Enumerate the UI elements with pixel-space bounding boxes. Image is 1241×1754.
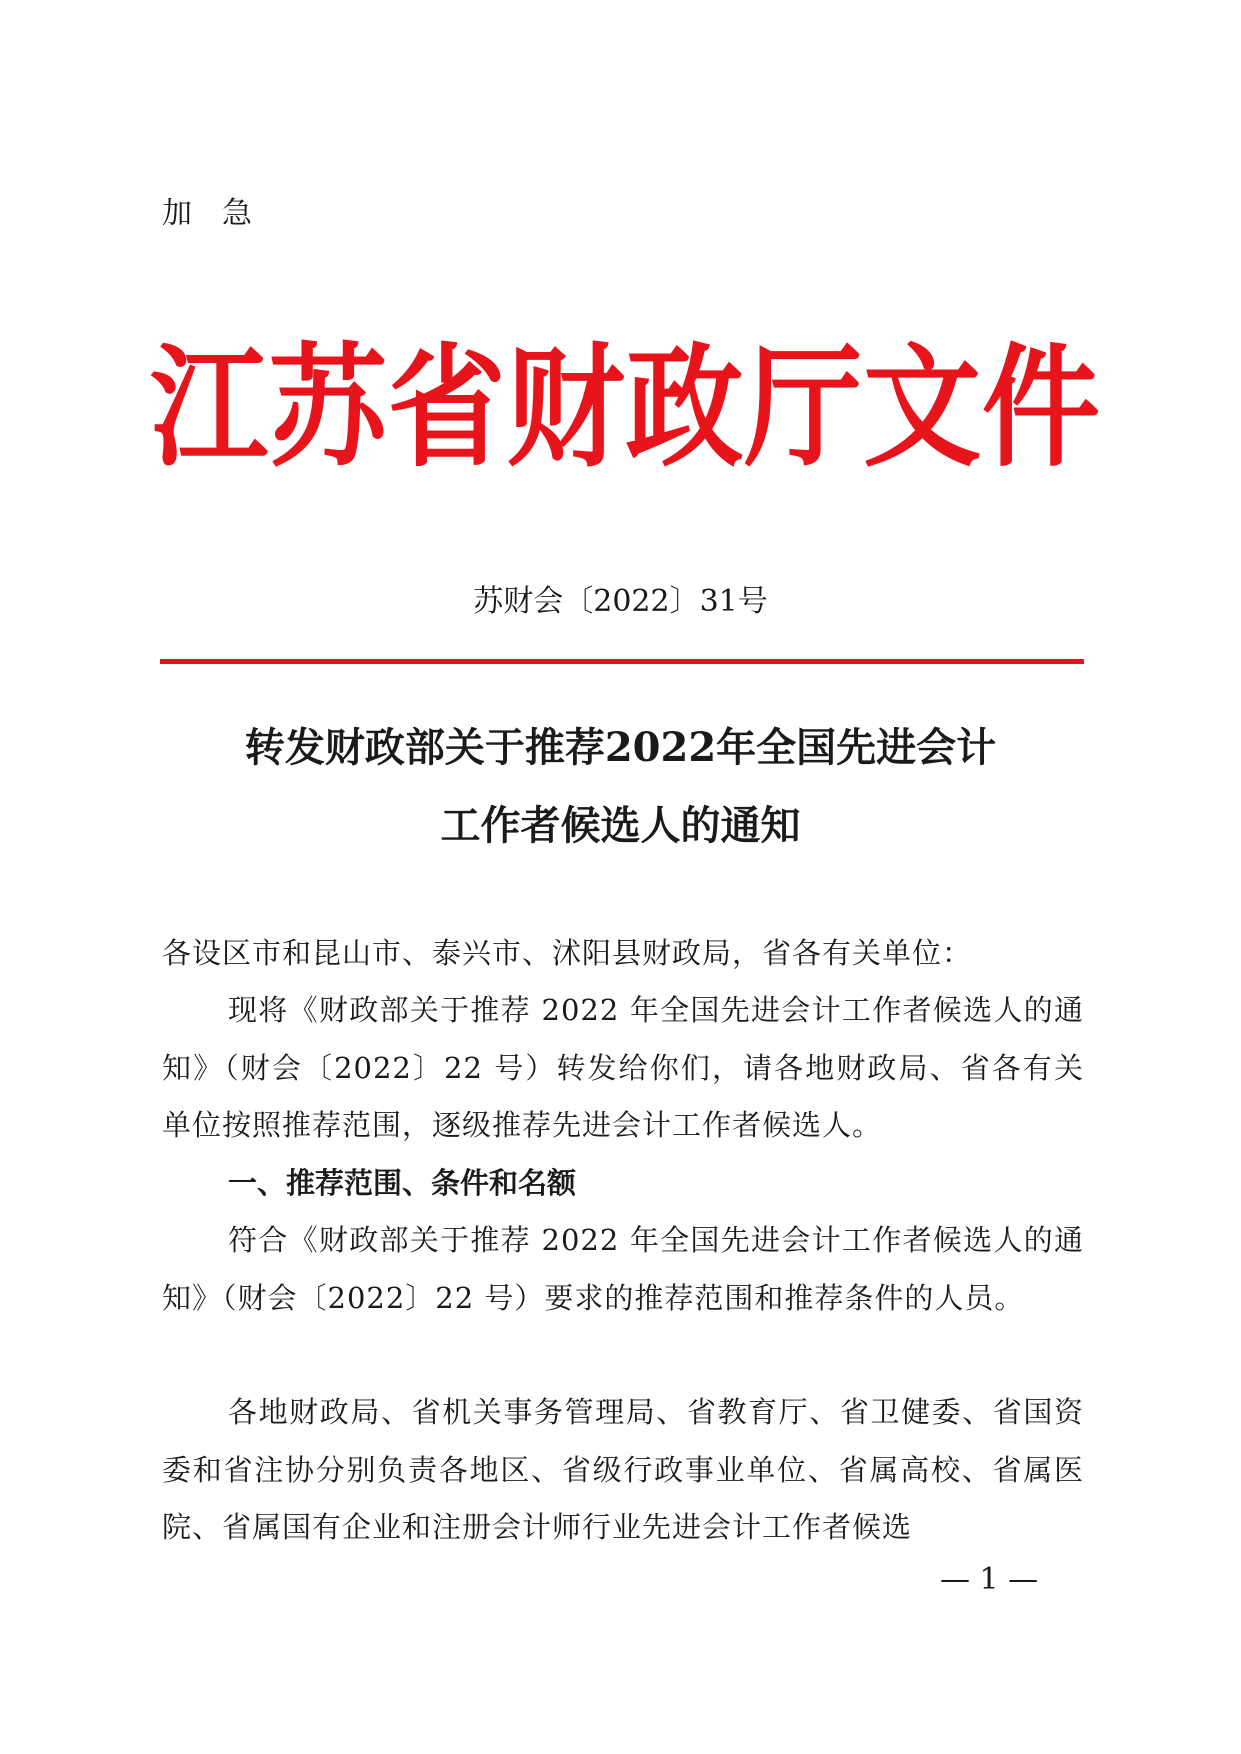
body-paragraph-2: 符合《财政部关于推荐 2022 年全国先进会计工作者候选人的通知》（财会〔2022〕22 号）要求的推荐范围和推荐条件的人员。 [162, 1223, 1084, 1315]
red-separator-line [160, 659, 1084, 664]
masthead-title: 江苏省财政厅文件 [150, 330, 1100, 485]
body-paragraph-3: 各地财政局、省机关事务管理局、省教育厅、省卫健委、省国资委和省注协分别负责各地区、省级行政事业单位、省属高校、省属医院、省属国有企业和注册会计师行业先进会计工作者候选 [162, 1395, 1084, 1544]
urgency-label: 加急 [162, 196, 282, 231]
section-heading-1: 一、推荐范围、条件和名额 [228, 1166, 577, 1200]
document-title-line-1: 转发财政部关于推荐2022年全国先进会计 [244, 724, 997, 771]
document-number: 苏财会〔2022〕31号 [473, 584, 768, 619]
body-paragraph-1: 现将《财政部关于推荐 2022 年全国先进会计工作者候选人的通知》（财会〔2022〕22 号）转发给你们，请各地财政局、省各有关单位按照推荐范围，逐级推荐先进会计工作者候选人。 [162, 993, 1084, 1142]
salutation: 各设区市和昆山市、泰兴市、沭阳县财政局，省各有关单位： [162, 936, 973, 970]
page-number: — 1 — [940, 1562, 1039, 1597]
document-title-line-2: 工作者候选人的通知 [440, 802, 801, 849]
